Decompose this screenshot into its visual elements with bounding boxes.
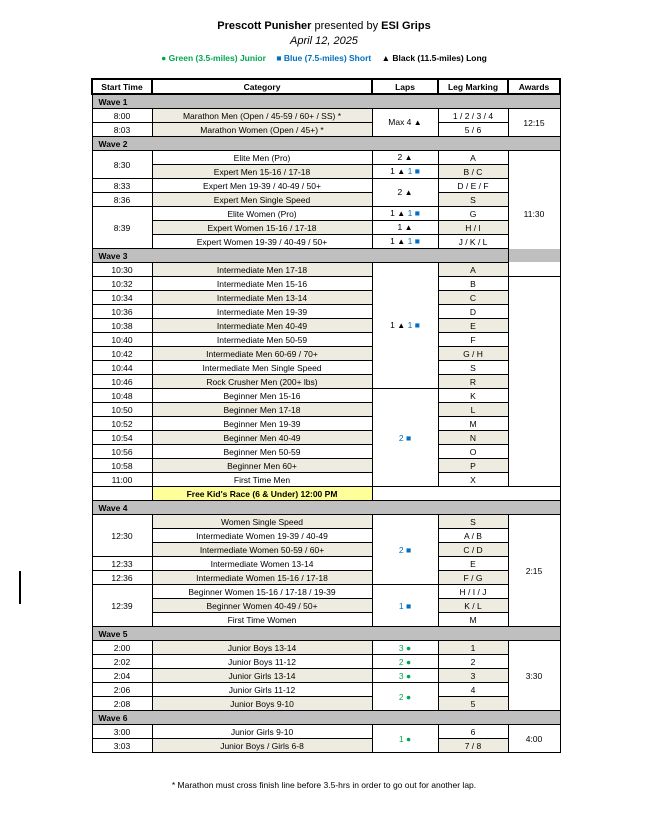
legend-blue-label: Blue (7.5-miles) Short — [283, 53, 372, 63]
table-row: Intermediate Women 50-59 / 60+ C / D — [92, 543, 560, 557]
table-row: 10:56 Beginner Men 50-59 O — [92, 445, 560, 459]
table-row: 3:00 Junior Girls 9-10 1 ● 6 4:00 — [92, 725, 560, 739]
wave-3-header: Wave 3 — [92, 249, 560, 263]
blue-square-icon: ■ — [414, 320, 420, 330]
black-triangle-icon: ▲ — [381, 53, 391, 63]
table-row: 10:54 Beginner Men 40-49 N — [92, 431, 560, 445]
table-row: 10:30 Intermediate Men 17-18 1 ▲ 1 ■ A — [92, 263, 560, 277]
course-legend — [0, 53, 648, 64]
table-row: 2:06 Junior Girls 11-12 2 ● 4 — [92, 683, 560, 697]
black-triangle-icon: ▲ — [397, 167, 406, 176]
legend-black-label: Black (11.5-miles) Long — [392, 53, 487, 63]
table-row: Beginner Women 40-49 / 50+ K / L — [92, 599, 560, 613]
table-row: 8:00 Marathon Men (Open / 45-59 / 60+ / SS) * Max 4 ▲ 1 / 2 / 3 / 4 12:15 — [92, 109, 560, 123]
laps-cell: 1 ● — [372, 725, 438, 753]
table-row: 2:02 Junior Boys 11-12 2 ● 2 — [92, 655, 560, 669]
table-row: 11:00 First Time Men X — [92, 473, 560, 487]
table-row: 8:30 Elite Men (Pro) 2 ▲ A 11:30 — [92, 151, 560, 165]
green-dot-icon: ● — [405, 656, 412, 667]
event-name: Prescott Punisher — [217, 20, 312, 32]
table-row: 10:58 Beginner Men 60+ P — [92, 459, 560, 473]
legend-blue — [276, 53, 373, 63]
awards-cell: 3:30 — [508, 641, 560, 711]
wave-2-header: Wave 2 — [92, 137, 560, 151]
table-row: 10:50 Beginner Men 17-18 L — [92, 403, 560, 417]
black-triangle-icon: ▲ — [397, 237, 406, 246]
blue-square-icon: ■ — [405, 432, 412, 443]
laps-cell: 2 ■ — [372, 515, 438, 585]
laps-cell: 2 ▲ — [372, 151, 438, 165]
black-triangle-icon: ▲ — [404, 223, 413, 232]
green-dot-icon: ● — [405, 670, 412, 681]
laps-cell: 1 ▲ 1 ■ — [372, 207, 438, 221]
wave-1-header: Wave 1 — [92, 94, 560, 109]
event-date: April 12, 2025 — [290, 35, 358, 47]
blue-square-icon: ■ — [414, 166, 420, 176]
table-row: First Time Women M — [92, 613, 560, 627]
kids-race-label: Free Kid's Race (6 & Under) 12:00 PM — [152, 487, 372, 501]
table-row: 12:39 Beginner Women 15-16 / 17-18 / 19-39 1 ■ H / I / J — [92, 585, 560, 599]
laps-cell: 2 ● — [372, 683, 438, 711]
table-row: 10:52 Beginner Men 19-39 M — [92, 417, 560, 431]
event-title — [0, 20, 648, 33]
laps-cell: 1 ▲ 1 ■ — [372, 235, 438, 249]
legend-black — [382, 53, 487, 63]
col-leg-marking: Leg Marking — [438, 79, 508, 94]
table-row: 10:38 Intermediate Men 40-49 E — [92, 319, 560, 333]
laps-cell: 1 ▲ 1 ■ — [372, 263, 438, 389]
table-row: 3:03 Junior Boys / Girls 6-8 7 / 8 — [92, 739, 560, 753]
table-row: 12:30 Women Single Speed 2 ■ S 2:15 — [92, 515, 560, 529]
col-category: Category — [152, 79, 372, 94]
green-dot-icon: ● — [405, 733, 412, 744]
blue-square-icon: ■ — [414, 208, 420, 218]
green-dot-icon: ● — [405, 691, 412, 702]
laps-cell: 1 ▲ 1 ■ — [372, 165, 438, 179]
table-header-row — [92, 79, 560, 94]
awards-cell: 11:30 — [508, 151, 560, 277]
green-dot-icon: ● — [161, 53, 167, 63]
col-laps: Laps — [372, 79, 438, 94]
table-row: 10:42 Intermediate Men 60-69 / 70+ G / H — [92, 347, 560, 361]
table-row: 12:33 Intermediate Women 13-14 E — [92, 557, 560, 571]
table-row: 2:04 Junior Girls 13-14 3 ● 3 — [92, 669, 560, 683]
blue-square-icon: ■ — [276, 53, 282, 63]
footnote: * Marathon must cross finish line before 3.5-hrs in order to go out for another lap. — [171, 780, 477, 790]
awards-cell: 12:15 — [508, 109, 560, 137]
black-triangle-icon: ▲ — [397, 321, 406, 330]
wave-5-header: Wave 5 — [92, 627, 560, 641]
schedule-table — [91, 78, 561, 753]
awards-cell: 4:00 — [508, 725, 560, 753]
wave-4-header: Wave 4 — [92, 501, 560, 515]
laps-cell: 2 ● — [372, 655, 438, 669]
table-row: Intermediate Women 19-39 / 40-49 A / B — [92, 529, 560, 543]
table-row: Expert Men 15-16 / 17-18 1 ▲ 1 ■ B / C — [92, 165, 560, 179]
legend-green — [161, 53, 268, 63]
col-start-time: Start Time — [92, 79, 152, 94]
table-row: 10:40 Intermediate Men 50-59 F — [92, 333, 560, 347]
table-row: 8:36 Expert Men Single Speed S — [92, 193, 560, 207]
blue-square-icon: ■ — [405, 600, 412, 611]
kids-race-row — [92, 487, 560, 501]
awards-cell: 2:15 — [508, 515, 560, 627]
sponsor-name: ESI Grips — [381, 20, 431, 32]
black-triangle-icon: ▲ — [397, 209, 406, 218]
laps-cell: 1 ■ — [372, 585, 438, 627]
blue-square-icon: ■ — [414, 236, 420, 246]
table-row: 10:36 Intermediate Men 19-39 D — [92, 305, 560, 319]
legend-green-label: Green (3.5-miles) Junior — [168, 53, 266, 63]
laps-cell: 1 ▲ — [372, 221, 438, 235]
table-row: 10:44 Intermediate Men Single Speed S — [92, 361, 560, 375]
laps-cell: 3 ● — [372, 641, 438, 655]
table-row: 12:36 Intermediate Women 15-16 / 17-18 F / G — [92, 571, 560, 585]
laps-cell: Max 4 ▲ — [372, 109, 438, 137]
table-row: Expert Women 19-39 / 40-49 / 50+ 1 ▲ 1 ■ J / K / L — [92, 235, 560, 249]
presented-by-text: presented by — [314, 20, 379, 32]
table-row: 10:32 Intermediate Men 15-16 B — [92, 277, 560, 291]
table-row: 2:00 Junior Boys 13-14 3 ● 1 3:30 — [92, 641, 560, 655]
table-row: 8:39 Elite Women (Pro) 1 ▲ 1 ■ G — [92, 207, 560, 221]
table-row: 8:03 Marathon Women (Open / 45+) * 5 / 6 — [92, 123, 560, 137]
table-row: 2:08 Junior Boys 9-10 5 — [92, 697, 560, 711]
black-triangle-icon: ▲ — [404, 153, 413, 162]
black-triangle-icon: ▲ — [404, 188, 413, 197]
black-triangle-icon: ▲ — [413, 118, 422, 127]
green-dot-icon: ● — [405, 642, 412, 653]
table-row: 10:48 Beginner Men 15-16 2 ■ K — [92, 389, 560, 403]
page-header — [0, 20, 648, 64]
col-awards: Awards — [508, 79, 560, 94]
table-row: 10:46 Rock Crusher Men (200+ lbs) R — [92, 375, 560, 389]
laps-cell: 2 ▲ — [372, 179, 438, 207]
text-cursor — [19, 571, 21, 604]
table-row: 8:33 Expert Men 19-39 / 40-49 / 50+ 2 ▲ D / E / F — [92, 179, 560, 193]
table-row: Expert Women 15-16 / 17-18 1 ▲ H / I — [92, 221, 560, 235]
table-row: 10:34 Intermediate Men 13-14 C — [92, 291, 560, 305]
laps-cell: 3 ● — [372, 669, 438, 683]
laps-cell: 2 ■ — [372, 389, 438, 487]
wave-6-header: Wave 6 — [92, 711, 560, 725]
blue-square-icon: ■ — [405, 544, 412, 555]
